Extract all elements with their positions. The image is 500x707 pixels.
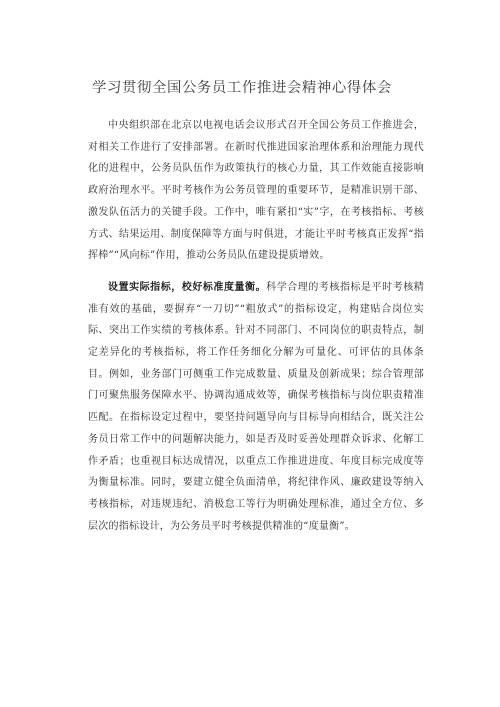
intro-paragraph: [88, 115, 424, 267]
document-title: 学习贯彻全国公务员工作推进会精神心得体会: [92, 80, 392, 96]
intro-paragraph-text: 中央组织部在北京以电视电话会议形式召开全国公务员工作推进会，对相关工作进行了安排部署。在新时代推进国家治理体系和治理能力现代化的进程中，公务员队伍作为政策执行的核心力量，其工作效能直接影响政府治理水平。平时考核作为公务员管理的重要环节，是精准识别干部、激发队伍活力的关键手段。工作中，唯有紧扣“实”字，在考核指标、考核方式、结果运用、制度保障等方面与时俱进，才能让平时考核真正发挥“指挥棒”“风向标”作用，推动公务员队伍建设提质增效。: [88, 120, 424, 262]
section-paragraph-indicators: [88, 277, 424, 537]
section-lead-heading: 设置实际指标，校好标准度量衡。: [108, 281, 267, 293]
section-paragraph-text: 科学合理的考核指标是平时考核精准有效的基础，要摒弃“一刀切”“粗放式”的指标设定，构建贴合岗位实际、突出工作实绩的考核体系。针对不同部门、不同岗位的职责特点，制定差异化的考核指标，将工作任务细化分解为可量化、可评估的具体条目。例如，业务部门可侧重工作完成数量、质量及创新成果；综合管理部门可聚焦服务保障水平、协调沟通成效等，确保考核指标与岗位职责精准匹配。在指标设定过程中，要坚持问题导向与目标导向相结合，既关注公务员日常工作中的问题解决能力，如是否及时妥善处理群众诉求、化解工作矛盾；也重视目标达成情况，以重点工作推进进度、年度目标完成度等为衡量标准。同时，要建立健全负面清单，将纪律作风、廉政建设等纳入考核指标，对违规违纪、消极怠工等行为明确处理标准，通过全方位、多层次的指标设计，为公务员平时考核提供精准的“度量衡”。: [88, 281, 425, 532]
